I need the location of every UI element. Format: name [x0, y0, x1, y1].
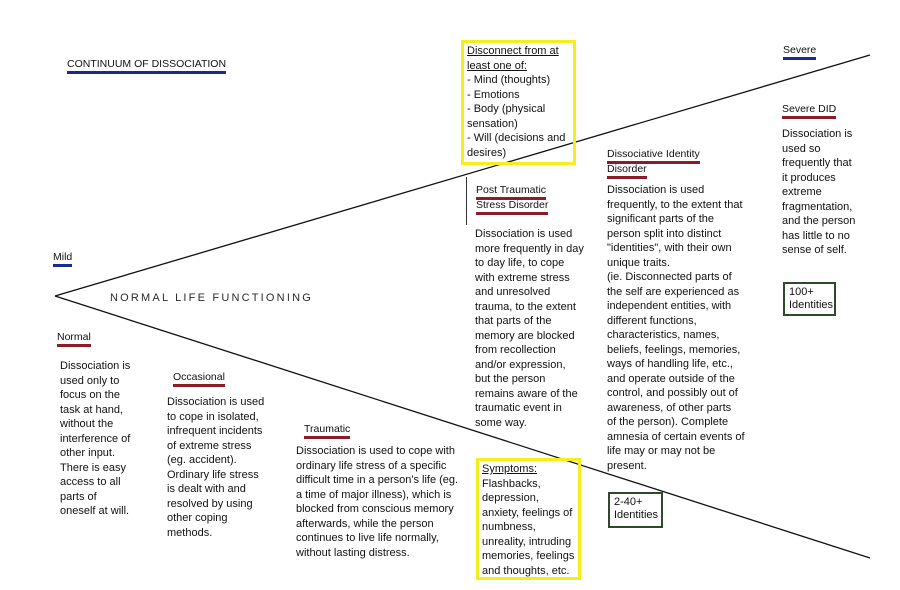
- text-line: but the person: [475, 373, 546, 385]
- text-line: (eg. accident).: [167, 454, 237, 466]
- disconnect-item: sensation): [467, 117, 518, 130]
- did-heading-line-1: Dissociative Identity: [607, 148, 700, 164]
- text-line: remains aware of the: [475, 387, 578, 400]
- text-line: other coping: [167, 512, 228, 524]
- text-line: Dissociation is used: [475, 228, 573, 240]
- text-line: ways of handling life, etc.,: [607, 358, 733, 370]
- text-line: fragmentation,: [782, 200, 853, 213]
- normal-heading: Normal: [57, 331, 91, 347]
- text-line: and the person: [782, 215, 856, 227]
- disconnect-heading-line: least one of:: [467, 59, 527, 72]
- text-line: Dissociation is: [782, 128, 853, 140]
- identities-label: Identities: [614, 509, 659, 521]
- text-line: beliefs, feelings, memories,: [607, 343, 741, 356]
- disconnect-item: - Body (physical: [467, 103, 546, 115]
- mild-label: Mild: [53, 251, 72, 267]
- text-line: numbness,: [482, 521, 536, 533]
- severe-did-heading: Severe DID: [782, 103, 836, 119]
- text-line: memory are blocked: [475, 329, 575, 342]
- traumatic-heading: Traumatic: [304, 423, 350, 439]
- ptsd-heading-line-2: Stress Disorder: [476, 199, 548, 215]
- text-line: Dissociation is used: [167, 396, 265, 408]
- text-line: unreality, intruding: [482, 535, 572, 548]
- occasional-description: [167, 395, 264, 540]
- symptoms-heading: Symptoms:: [482, 463, 538, 475]
- text-line: infrequent incidents: [167, 425, 263, 437]
- did-identities-box: [608, 492, 663, 528]
- text-line: to cope in isolated,: [167, 410, 259, 423]
- identities-count: 2-40+: [614, 496, 643, 508]
- text-line: without lasting distress.: [296, 546, 410, 559]
- text-line: control, and possibly out of: [607, 387, 738, 399]
- text-line: and operate outside of the: [607, 372, 735, 385]
- text-line: traumatic event in: [475, 402, 562, 414]
- text-line: is dealt with and: [167, 483, 246, 495]
- identities-count: 100+: [789, 286, 814, 298]
- severe-did-description: [782, 127, 855, 258]
- text-line: person split into distinct: [607, 227, 722, 240]
- text-line: difficult time in a person's life (eg.: [296, 474, 459, 486]
- did-heading-line-2: Disorder: [607, 163, 647, 179]
- text-line: Dissociation is used: [607, 184, 705, 196]
- text-line: some way.: [475, 416, 527, 429]
- text-line: independent entities, with: [607, 300, 732, 312]
- text-line: trauma, to the extent: [475, 300, 576, 313]
- text-line: Dissociation is: [60, 360, 131, 372]
- text-line: depression,: [482, 492, 539, 504]
- text-line: afterwards, while the person: [296, 517, 434, 530]
- text-line: interference of: [60, 432, 131, 445]
- text-line: and/or expression,: [475, 358, 566, 371]
- text-line: blocked from conscious memory: [296, 503, 454, 515]
- text-line: "identities", with their own: [607, 242, 732, 254]
- text-line: There is easy: [60, 461, 127, 474]
- text-line: parts of: [60, 490, 97, 503]
- traumatic-description: [296, 444, 458, 560]
- text-line: different functions,: [607, 314, 697, 327]
- text-line: other input.: [60, 447, 116, 459]
- text-line: without the: [60, 418, 114, 430]
- disconnect-box: [461, 40, 576, 165]
- text-line: (ie. Disconnected parts of: [607, 271, 732, 283]
- page-title: CONTINUUM OF DISSOCIATION: [67, 58, 226, 74]
- ptsd-divider-bar: [466, 177, 467, 225]
- text-line: extreme: [782, 186, 822, 198]
- text-line: Flashbacks,: [482, 477, 541, 490]
- text-line: has little to no: [782, 229, 850, 242]
- normal-description: [60, 359, 130, 519]
- text-line: memories, feelings: [482, 550, 575, 562]
- text-line: used only to: [60, 374, 120, 387]
- text-line: resolved by using: [167, 497, 253, 510]
- normal-life-functioning-label: NORMAL LIFE FUNCTIONING: [110, 292, 313, 304]
- text-line: task at hand,: [60, 403, 123, 416]
- text-line: anxiety, feelings of: [482, 506, 573, 519]
- text-line: frequently that: [782, 157, 852, 169]
- text-line: ordinary life stress of a specific: [296, 459, 447, 472]
- text-line: and unresolved: [475, 286, 551, 298]
- text-line: methods.: [167, 526, 213, 539]
- text-line: frequently, to the extent that: [607, 198, 743, 211]
- text-line: and thoughts, etc.: [482, 564, 570, 577]
- severe-label: Severe: [783, 44, 816, 60]
- text-line: significant parts of the: [607, 213, 715, 225]
- text-line: amnesia of certain events of: [607, 430, 745, 443]
- text-line: Ordinary life stress: [167, 468, 259, 481]
- disconnect-item: - Will (decisions and: [467, 132, 566, 144]
- text-line: that parts of the: [475, 315, 552, 327]
- text-line: the self are experienced as: [607, 285, 740, 298]
- text-line: focus on the: [60, 389, 120, 401]
- text-line: used so: [782, 142, 821, 155]
- text-line: to day life, to cope: [475, 257, 565, 269]
- text-line: present.: [607, 459, 647, 472]
- disconnect-item: - Mind (thoughts): [467, 74, 551, 86]
- text-line: characteristics, names,: [607, 329, 720, 341]
- text-line: awareness, of other parts: [607, 401, 732, 414]
- text-line: of extreme stress: [167, 439, 252, 452]
- text-line: continues to live life normally,: [296, 532, 439, 544]
- text-line: with extreme stress: [475, 271, 570, 284]
- text-line: a time of major illness), which is: [296, 488, 452, 501]
- disconnect-item: - Emotions: [467, 88, 520, 101]
- identities-label: Identities: [789, 299, 834, 311]
- text-line: from recollection: [475, 344, 556, 356]
- severe-did-identities-box: [783, 282, 836, 316]
- ptsd-heading-line-1: Post Traumatic: [476, 184, 546, 200]
- text-line: unique traits.: [607, 256, 670, 269]
- text-line: it produces: [782, 171, 836, 184]
- text-line: sense of self.: [782, 244, 847, 256]
- text-line: oneself at will.: [60, 505, 130, 517]
- disconnect-heading-line: Disconnect from at: [467, 45, 559, 57]
- occasional-heading: Occasional: [173, 371, 225, 387]
- ptsd-description: [475, 227, 584, 430]
- symptoms-box: [476, 458, 581, 580]
- text-line: more frequently in day: [475, 242, 584, 255]
- text-line: life may or may not be: [607, 445, 716, 457]
- text-line: Dissociation is used to cope with: [296, 445, 455, 457]
- text-line: access to all: [60, 476, 121, 488]
- did-description: [607, 183, 745, 473]
- text-line: of the person). Complete: [607, 416, 729, 428]
- disconnect-item: desires): [467, 146, 507, 159]
